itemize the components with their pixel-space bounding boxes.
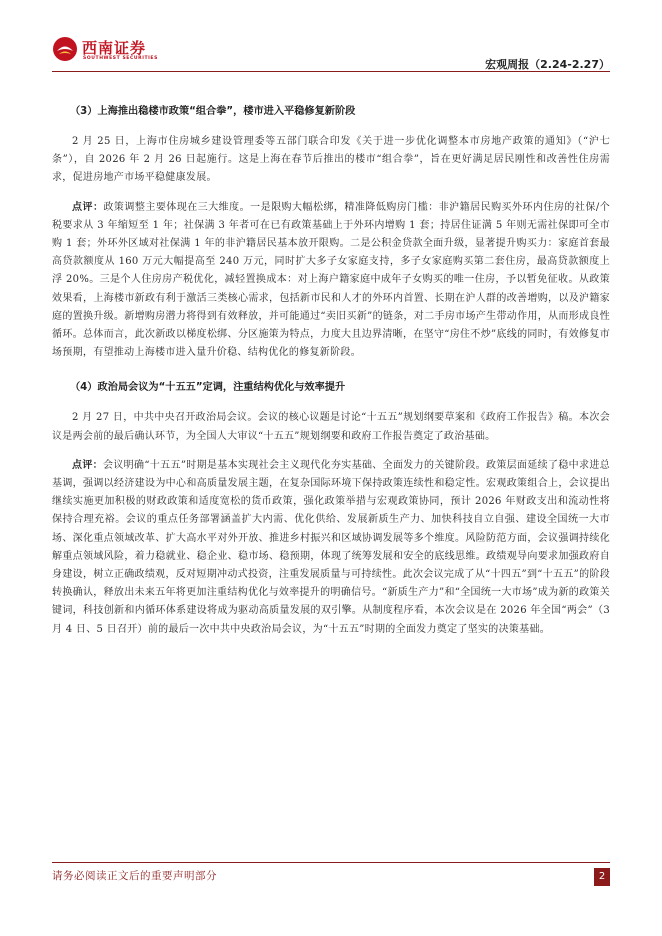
paragraph-text: 2 月 25 日，上海市住房城乡建设管理委等五部门联合印发《关于进一步优化调整本市房地产政策的通知》（“沪七条”），自 2026 年 2 月 26 日起施行。这是上海在春节后推出的楼市“组合拳”，旨在更好满足居民刚性和改善性住房需求，促进房地产市场平稳健康发展。: [52, 136, 610, 184]
logo-name-cn: 西南证券: [82, 39, 147, 57]
logo-emblem-icon: [52, 36, 78, 62]
footer-disclaimer: 请务必阅读正文后的重要声明部分: [52, 870, 217, 882]
paragraph: [52, 409, 610, 445]
paragraph-text: 政策调整主要体现在三大维度。一是限购大幅松绑，精准降低购房门槛：非沪籍居民购买外环内住房的社保/个税要求从 3 年缩短至 1 年；社保满 3 年者可在已有政策基础上于外环内增购 1 套；持居住证满 5 年则无需社保即可全市购 1 套；外环外区域对社保满 1 年的非沪籍居民基本放开限购。二是公积金贷款全面升级，显著提升购买力：家庭首套最高贷款额度从 160 万元大幅提高至 240 万元，同时扩大多子女家庭支持，多子女家庭购买第二套住房，最高贷款额度上浮 20%。三是个人住房房产税优化，减轻置换成本：对上海户籍家庭中成年子女购买的唯一住房，予以暂免征收。从政策效果看，上海楼市新政有利于激活三类核心需求，包括新市民和人才的外环内首置、长期在沪人群的改善增购，以及沪籍家庭的置换升级。新增购房潜力将得到有效释放，并可能通过“卖旧买新”的链条，对二手房市场产生带动作用，从而形成良性循环。总体而言，此次新政以梯度松绑、分区施策为特点，力度大且边界清晰，在坚守“房住不炒”底线的同时，有效修复市场预期，有望推动上海楼市进入量升价稳、结构优化的修复新阶段。: [52, 201, 610, 359]
report-body: [52, 104, 610, 650]
header-divider: [52, 71, 610, 72]
section-title: （3）上海推出稳楼市政策“组合拳”，楼市进入平稳修复新阶段: [70, 106, 356, 117]
logo-name-en: SOUTHWEST SECURITIES: [83, 56, 158, 61]
company-logo: [52, 36, 192, 64]
section-title: （4）政治局会议为“十五五”定调，注重结构优化与效率提升: [70, 382, 346, 394]
section-shanghai-property: [52, 104, 610, 362]
commentary-lead: 点评：: [72, 459, 104, 471]
paragraph-text: 会议明确“十五五”时期是基本实现社会主义现代化夯实基础、全面发力的关键阶段。政策层面延续了稳中求进总基调，强调以经济建设为中心和高质量发展主题，在复杂国际环境下保持政策连续性和稳定性。宏观政策组合上，会议提出继续实施更加积极的财政政策和适度宽松的货币政策，强化政策举措与宏观政策协同，预计 2026 年财政支出和流动性将保持合理充裕。会议的重点任务部署涵盖扩大内需、优化供给、发展新质生产力、加快科技自立自强、建设全国统一大市场、深化重点领域改革、扩大高水平对外开放、推进乡村振兴和区域协调发展等多个维度。风险防范方面，会议强调持续化解重点领域风险，着力稳就业、稳企业、稳市场、稳预期，体现了统筹发展和安全的底线思维。政绩观导向要求加强政府自身建设，树立正确政绩观，反对短期冲动式投资，注重发展质量与可持续性。此次会议完成了从“十四五”到“十五五”的阶段转换确认，释放出未来五年将更加注重结构优化与效率提升的明确信号。“新质生产力”和“全国统一大市场”成为新的政策关键词，科技创新和内循环体系建设将成为驱动高质量发展的双引擎。从制度程序看，本次会议是在 2026 年全国“两会”（3 月 4 日、5 日召开）前的最后一次中共中央政治局会议，为“十五五”时期的全面发力奠定了坚实的决策基础。: [52, 459, 610, 635]
footer-divider: [52, 862, 610, 863]
paragraph: [52, 133, 610, 188]
commentary-paragraph: [52, 457, 610, 639]
commentary-lead: 点评：: [72, 201, 104, 213]
commentary-paragraph: [52, 199, 610, 363]
report-title: 宏观周报（2.24-2.27）: [485, 58, 610, 71]
paragraph-text: 2 月 27 日，中共中央召开政治局会议。会议的核心议题是讨论“十五五”规划纲要草案和《政府工作报告》稿。本次会议是两会前的最后确认环节，为全国人大审议“十五五”规划纲要和政府工作报告奠定了政治基础。: [52, 412, 610, 442]
page-header: [0, 0, 662, 80]
section-politburo-meeting: [52, 380, 610, 638]
page-number: 2: [594, 868, 610, 886]
